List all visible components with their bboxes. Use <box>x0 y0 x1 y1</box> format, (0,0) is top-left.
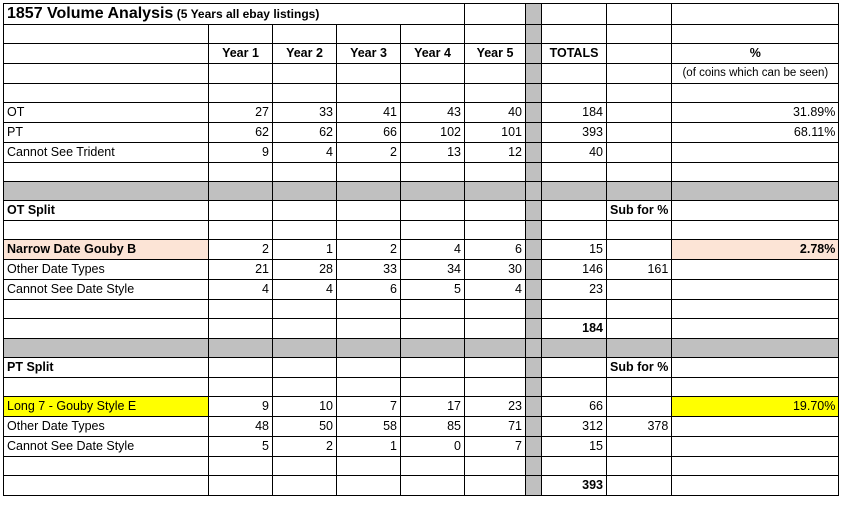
empty-cell[interactable] <box>209 358 273 378</box>
table-cell[interactable]: 0 <box>401 437 465 457</box>
empty-cell <box>526 417 542 437</box>
sub-for-percent-label[interactable]: Sub for % <box>607 201 672 221</box>
empty-cell[interactable] <box>542 457 607 476</box>
empty-cell[interactable] <box>273 201 337 221</box>
table-cell[interactable]: 58 <box>337 417 401 437</box>
empty-cell[interactable] <box>672 417 839 437</box>
row-total[interactable]: 40 <box>542 143 607 163</box>
empty-cell[interactable] <box>465 358 526 378</box>
empty-cell[interactable] <box>607 476 672 496</box>
sheet-subtitle: (5 Years all ebay listings) <box>176 7 320 21</box>
empty-cell <box>4 182 209 201</box>
empty-cell[interactable] <box>401 201 465 221</box>
empty-cell[interactable] <box>4 64 209 84</box>
grand-total-row <box>4 319 839 339</box>
empty-cell[interactable] <box>401 25 465 44</box>
table-cell[interactable]: 102 <box>401 123 465 143</box>
table-cell[interactable]: 5 <box>401 280 465 300</box>
row-percent[interactable] <box>672 143 839 163</box>
header-year-1[interactable]: Year 1 <box>209 44 273 64</box>
table-cell[interactable]: 4 <box>273 280 337 300</box>
empty-cell[interactable] <box>273 25 337 44</box>
row-label[interactable]: OT <box>4 103 209 123</box>
empty-cell[interactable] <box>672 476 839 496</box>
row-total[interactable]: 66 <box>542 397 607 417</box>
empty-cell[interactable] <box>337 221 401 240</box>
empty-cell[interactable] <box>465 319 526 339</box>
empty-cell[interactable] <box>465 25 526 44</box>
empty-cell <box>401 182 465 201</box>
empty-cell[interactable] <box>465 201 526 221</box>
section-heading-row <box>4 201 839 221</box>
empty-cell[interactable] <box>607 123 672 143</box>
empty-cell[interactable] <box>672 358 839 378</box>
empty-cell[interactable] <box>209 378 273 397</box>
table-cell[interactable]: 6 <box>465 240 526 260</box>
row-percent[interactable]: 31.89% <box>672 103 839 123</box>
sheet-title-cell[interactable] <box>4 4 401 25</box>
empty-cell[interactable] <box>209 64 273 84</box>
empty-cell[interactable] <box>4 25 209 44</box>
row-total[interactable]: 393 <box>542 123 607 143</box>
empty-cell <box>607 182 672 201</box>
empty-cell[interactable] <box>209 84 273 103</box>
table-cell[interactable]: 66 <box>337 123 401 143</box>
table-cell[interactable]: 28 <box>273 260 337 280</box>
table-cell[interactable]: 30 <box>465 260 526 280</box>
empty-cell[interactable] <box>607 4 672 25</box>
pt-split-heading[interactable]: PT Split <box>4 358 209 378</box>
empty-cell <box>526 201 542 221</box>
empty-cell <box>526 84 542 103</box>
empty-cell[interactable] <box>4 300 209 319</box>
empty-cell[interactable] <box>672 378 839 397</box>
empty-cell[interactable] <box>465 163 526 182</box>
section-heading-row <box>4 358 839 378</box>
empty-cell[interactable] <box>607 280 672 300</box>
row-total[interactable]: 184 <box>542 103 607 123</box>
table-row <box>4 143 839 163</box>
row-total[interactable]: 146 <box>542 260 607 280</box>
empty-cell[interactable] <box>672 300 839 319</box>
empty-cell[interactable] <box>209 25 273 44</box>
empty-cell <box>526 123 542 143</box>
table-row <box>4 417 839 437</box>
empty-cell <box>526 64 542 84</box>
table-cell[interactable]: 85 <box>401 417 465 437</box>
empty-cell[interactable] <box>401 4 465 25</box>
empty-cell <box>526 457 542 476</box>
empty-cell[interactable] <box>4 221 209 240</box>
empty-cell[interactable] <box>542 64 607 84</box>
section-separator <box>4 339 839 358</box>
empty-cell[interactable] <box>337 201 401 221</box>
table-cell[interactable]: 33 <box>337 260 401 280</box>
empty-cell[interactable] <box>337 378 401 397</box>
empty-cell <box>337 182 401 201</box>
empty-cell[interactable] <box>4 84 209 103</box>
row-total[interactable]: 15 <box>542 240 607 260</box>
table-cell[interactable]: 43 <box>401 103 465 123</box>
empty-cell <box>526 103 542 123</box>
table-cell[interactable]: 71 <box>465 417 526 437</box>
grand-total-row <box>4 476 839 496</box>
empty-cell[interactable] <box>4 163 209 182</box>
empty-cell <box>526 358 542 378</box>
table-cell[interactable]: 62 <box>273 123 337 143</box>
table-cell[interactable]: 41 <box>337 103 401 123</box>
empty-cell[interactable] <box>401 64 465 84</box>
percent-note[interactable]: (of coins which can be seen) <box>672 64 839 84</box>
empty-cell <box>526 44 542 64</box>
empty-cell[interactable] <box>209 163 273 182</box>
empty-cell[interactable] <box>607 44 672 64</box>
table-cell[interactable]: 23 <box>465 397 526 417</box>
empty-cell[interactable] <box>465 4 526 25</box>
empty-cell[interactable] <box>607 378 672 397</box>
table-row <box>4 240 839 260</box>
empty-cell[interactable] <box>273 358 337 378</box>
table-cell[interactable]: 9 <box>209 397 273 417</box>
empty-cell[interactable] <box>209 300 273 319</box>
row-label[interactable]: Cannot See Date Style <box>4 437 209 457</box>
empty-cell[interactable] <box>607 64 672 84</box>
empty-cell[interactable] <box>672 25 839 44</box>
empty-cell <box>526 260 542 280</box>
empty-cell[interactable] <box>542 300 607 319</box>
row-label[interactable]: Narrow Date Gouby B <box>4 240 209 260</box>
empty-cell[interactable] <box>209 221 273 240</box>
empty-cell[interactable] <box>465 84 526 103</box>
empty-cell[interactable] <box>337 457 401 476</box>
table-cell[interactable]: 27 <box>209 103 273 123</box>
header-totals[interactable]: TOTALS <box>542 44 607 64</box>
empty-cell <box>209 182 273 201</box>
header-year-4[interactable]: Year 4 <box>401 44 465 64</box>
spreadsheet-grid <box>3 3 839 496</box>
row-total[interactable]: 15 <box>542 437 607 457</box>
empty-cell[interactable] <box>273 163 337 182</box>
empty-cell <box>526 476 542 496</box>
empty-cell[interactable] <box>607 84 672 103</box>
table-cell[interactable]: 2 <box>337 240 401 260</box>
empty-cell[interactable] <box>542 201 607 221</box>
empty-cell <box>542 182 607 201</box>
table-cell[interactable]: 1 <box>337 437 401 457</box>
empty-cell <box>465 182 526 201</box>
empty-cell[interactable] <box>542 4 607 25</box>
empty-cell[interactable] <box>607 143 672 163</box>
empty-cell <box>607 339 672 358</box>
empty-cell <box>672 182 839 201</box>
empty-cell <box>526 143 542 163</box>
empty-cell[interactable] <box>209 201 273 221</box>
title-row <box>4 4 839 25</box>
table-cell[interactable]: 9 <box>209 143 273 163</box>
row-label[interactable]: Cannot See Date Style <box>4 280 209 300</box>
empty-cell[interactable] <box>607 300 672 319</box>
table-cell[interactable]: 4 <box>209 280 273 300</box>
empty-cell[interactable] <box>337 319 401 339</box>
table-cell[interactable]: 48 <box>209 417 273 437</box>
empty-cell[interactable] <box>209 319 273 339</box>
empty-cell <box>526 437 542 457</box>
vertical-separator <box>526 4 542 25</box>
empty-cell <box>672 339 839 358</box>
empty-cell[interactable] <box>4 44 209 64</box>
empty-cell[interactable] <box>672 437 839 457</box>
empty-cell <box>273 182 337 201</box>
empty-cell[interactable] <box>401 319 465 339</box>
empty-cell <box>526 378 542 397</box>
header-year-5[interactable]: Year 5 <box>465 44 526 64</box>
header-row <box>4 44 839 64</box>
empty-cell[interactable] <box>607 437 672 457</box>
table-cell[interactable]: 6 <box>337 280 401 300</box>
empty-cell[interactable] <box>337 300 401 319</box>
empty-cell[interactable] <box>401 476 465 496</box>
empty-cell[interactable] <box>209 476 273 496</box>
empty-cell[interactable] <box>672 201 839 221</box>
empty-cell[interactable] <box>542 163 607 182</box>
empty-cell[interactable] <box>209 457 273 476</box>
table-cell[interactable]: 50 <box>273 417 337 437</box>
row-label[interactable]: PT <box>4 123 209 143</box>
row-label[interactable]: Cannot See Trident <box>4 143 209 163</box>
empty-cell[interactable] <box>607 319 672 339</box>
table-cell[interactable]: 4 <box>465 280 526 300</box>
empty-cell[interactable] <box>672 319 839 339</box>
table-row <box>4 397 839 417</box>
table-cell[interactable]: 2 <box>273 437 337 457</box>
sheet-title: 1857 Volume Analysis <box>7 5 174 22</box>
row-sub[interactable]: 378 <box>607 417 672 437</box>
empty-cell[interactable] <box>273 221 337 240</box>
table-row <box>4 280 839 300</box>
empty-cell[interactable] <box>542 358 607 378</box>
table-row <box>4 260 839 280</box>
empty-cell[interactable] <box>542 378 607 397</box>
empty-cell[interactable] <box>337 358 401 378</box>
empty-cell[interactable] <box>607 240 672 260</box>
empty-cell[interactable] <box>4 319 209 339</box>
empty-cell[interactable] <box>607 397 672 417</box>
empty-cell[interactable] <box>337 25 401 44</box>
empty-cell[interactable] <box>465 64 526 84</box>
table-cell[interactable]: 7 <box>465 437 526 457</box>
empty-cell[interactable] <box>607 163 672 182</box>
empty-cell[interactable] <box>401 457 465 476</box>
ot-split-heading[interactable]: OT Split <box>4 201 209 221</box>
empty-cell <box>4 339 209 358</box>
ot-grand-total[interactable]: 184 <box>542 319 607 339</box>
empty-cell[interactable] <box>607 457 672 476</box>
empty-cell[interactable] <box>672 280 839 300</box>
empty-cell[interactable] <box>273 319 337 339</box>
table-cell[interactable]: 4 <box>273 143 337 163</box>
table-row <box>4 123 839 143</box>
empty-cell[interactable] <box>607 221 672 240</box>
empty-cell[interactable] <box>273 378 337 397</box>
empty-cell[interactable] <box>337 84 401 103</box>
table-cell[interactable]: 40 <box>465 103 526 123</box>
empty-cell[interactable] <box>672 4 839 25</box>
row-total[interactable]: 312 <box>542 417 607 437</box>
empty-cell[interactable] <box>273 64 337 84</box>
pt-grand-total[interactable]: 393 <box>542 476 607 496</box>
row-percent[interactable]: 68.11% <box>672 123 839 143</box>
table-cell[interactable]: 33 <box>273 103 337 123</box>
empty-cell[interactable] <box>465 476 526 496</box>
table-cell[interactable]: 4 <box>401 240 465 260</box>
empty-cell[interactable] <box>401 300 465 319</box>
row-label[interactable]: Long 7 - Gouby Style E <box>4 397 209 417</box>
empty-cell[interactable] <box>672 221 839 240</box>
empty-cell[interactable] <box>4 457 209 476</box>
table-cell[interactable]: 17 <box>401 397 465 417</box>
table-cell[interactable]: 62 <box>209 123 273 143</box>
empty-cell <box>526 240 542 260</box>
empty-cell[interactable] <box>337 476 401 496</box>
table-cell[interactable]: 5 <box>209 437 273 457</box>
empty-cell[interactable] <box>273 476 337 496</box>
empty-cell[interactable] <box>401 221 465 240</box>
empty-cell <box>526 163 542 182</box>
empty-cell[interactable] <box>337 163 401 182</box>
empty-cell <box>526 339 542 358</box>
sub-for-percent-label[interactable]: Sub for % <box>607 358 672 378</box>
empty-cell[interactable] <box>273 84 337 103</box>
table-cell[interactable]: 12 <box>465 143 526 163</box>
empty-cell <box>401 339 465 358</box>
empty-cell <box>465 339 526 358</box>
empty-cell[interactable] <box>465 221 526 240</box>
table-cell[interactable]: 10 <box>273 397 337 417</box>
row-label[interactable]: Other Date Types <box>4 260 209 280</box>
empty-cell <box>209 339 273 358</box>
header-percent[interactable]: % <box>672 44 839 64</box>
empty-cell[interactable] <box>4 378 209 397</box>
row-label[interactable]: Other Date Types <box>4 417 209 437</box>
table-cell[interactable]: 7 <box>337 397 401 417</box>
empty-cell[interactable] <box>672 84 839 103</box>
empty-cell[interactable] <box>465 457 526 476</box>
table-cell[interactable]: 2 <box>209 240 273 260</box>
empty-cell[interactable] <box>672 457 839 476</box>
empty-cell <box>526 182 542 201</box>
empty-cell[interactable] <box>401 84 465 103</box>
empty-cell <box>526 397 542 417</box>
empty-cell[interactable] <box>401 358 465 378</box>
row-sub[interactable]: 161 <box>607 260 672 280</box>
empty-cell <box>526 280 542 300</box>
table-cell[interactable]: 13 <box>401 143 465 163</box>
empty-cell[interactable] <box>465 300 526 319</box>
table-row <box>4 437 839 457</box>
empty-cell[interactable] <box>542 84 607 103</box>
empty-cell[interactable] <box>672 260 839 280</box>
empty-cell[interactable] <box>542 221 607 240</box>
table-cell[interactable]: 34 <box>401 260 465 280</box>
table-cell[interactable]: 1 <box>273 240 337 260</box>
row-percent[interactable]: 19.70% <box>672 397 839 417</box>
empty-cell[interactable] <box>465 378 526 397</box>
row-total[interactable]: 23 <box>542 280 607 300</box>
empty-cell[interactable] <box>4 476 209 496</box>
empty-cell[interactable] <box>273 457 337 476</box>
empty-cell[interactable] <box>607 25 672 44</box>
empty-cell[interactable] <box>672 163 839 182</box>
empty-cell[interactable] <box>337 64 401 84</box>
empty-cell <box>526 221 542 240</box>
header-year-3[interactable]: Year 3 <box>337 44 401 64</box>
empty-cell[interactable] <box>401 378 465 397</box>
header-year-2[interactable]: Year 2 <box>273 44 337 64</box>
empty-cell <box>337 339 401 358</box>
table-cell[interactable]: 21 <box>209 260 273 280</box>
empty-cell <box>526 25 542 44</box>
section-separator <box>4 182 839 201</box>
table-cell[interactable]: 2 <box>337 143 401 163</box>
empty-cell[interactable] <box>542 25 607 44</box>
empty-cell[interactable] <box>401 163 465 182</box>
table-row <box>4 103 839 123</box>
row-percent[interactable]: 2.78% <box>672 240 839 260</box>
empty-cell[interactable] <box>273 300 337 319</box>
empty-cell[interactable] <box>607 103 672 123</box>
empty-cell <box>526 300 542 319</box>
table-cell[interactable]: 101 <box>465 123 526 143</box>
empty-cell <box>542 339 607 358</box>
empty-cell <box>273 339 337 358</box>
empty-cell <box>526 319 542 339</box>
